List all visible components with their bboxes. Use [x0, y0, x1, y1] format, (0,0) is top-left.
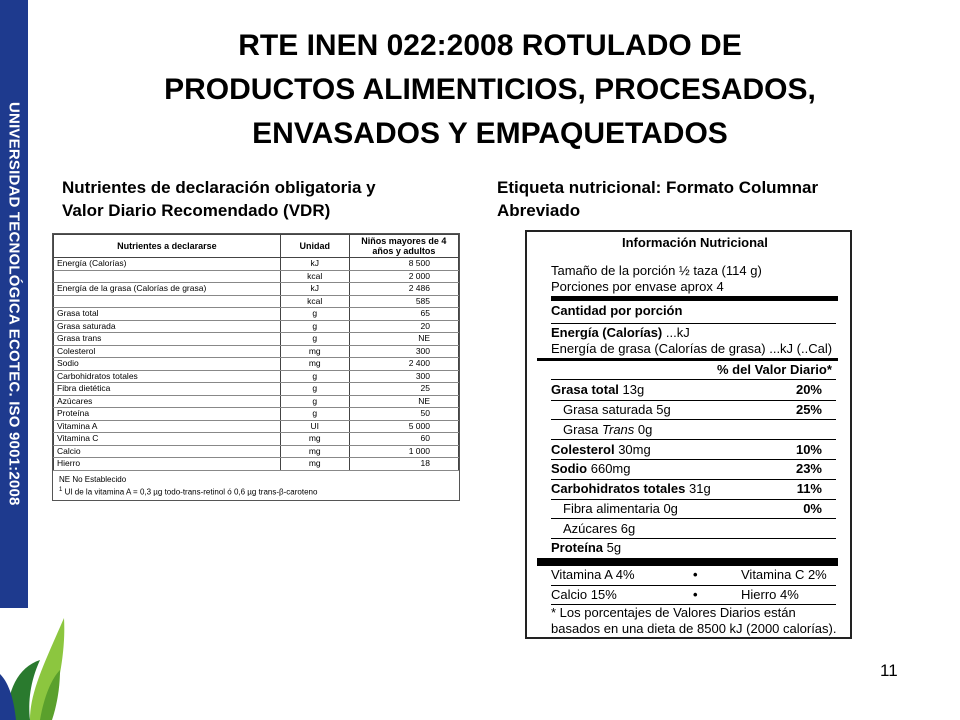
header-unit: Unidad: [280, 235, 349, 258]
cell-value: 18: [349, 458, 458, 471]
row-vitamins: [551, 566, 840, 584]
sodium-value: 660mg: [590, 461, 631, 476]
cell-value: 300: [349, 370, 458, 383]
cell-unit: UI: [280, 420, 349, 433]
title-line-3: ENVASADOS Y EMPAQUETADOS: [252, 117, 728, 150]
cell-nutrient: Grasa saturada: [54, 320, 281, 333]
calcium: Calcio 15%: [551, 587, 617, 602]
vitamin-a: Vitamina A 4%: [551, 567, 635, 582]
table-row: [54, 445, 459, 458]
rule-7: [551, 439, 836, 440]
total-fat-pct: 20%: [795, 382, 822, 397]
cell-unit: mg: [280, 345, 349, 358]
subtitle-right: [497, 176, 917, 222]
cell-unit: kJ: [280, 283, 349, 296]
note-ne: NE No Establecido: [59, 474, 127, 484]
thick-rule-13: [537, 558, 838, 566]
cell-nutrient: Vitamina C: [54, 433, 281, 446]
cell-value: 2 400: [349, 358, 458, 371]
fiber-value: 0g: [663, 501, 678, 516]
cell-nutrient: Proteína: [54, 408, 281, 421]
subtitle-left-line-2: Valor Diario Recomendado (VDR): [62, 201, 331, 220]
title-line-1: RTE INEN 022:2008 ROTULADO DE: [238, 29, 742, 62]
subtitle-left: [62, 176, 482, 222]
cell-unit: g: [280, 395, 349, 408]
cell-value: 25: [349, 383, 458, 396]
cell-unit: g: [280, 408, 349, 421]
cell-nutrient: Calcio: [54, 445, 281, 458]
table-row: [54, 308, 459, 321]
cell-nutrient: Grasa total: [54, 308, 281, 321]
rule-11: [551, 518, 836, 519]
label-serving-size: Tamaño de la porción ½ taza (114 g): [551, 263, 762, 278]
cell-value: 8 500: [349, 258, 458, 271]
cell-value: 20: [349, 320, 458, 333]
label-footnote-2: basados en una dieta de 8500 kJ (2000 calorías).: [551, 621, 837, 636]
subtitle-right-line-2: Abreviado: [497, 201, 581, 220]
title-line-2: PRODUCTOS ALIMENTICIOS, PROCESADOS,: [164, 73, 816, 106]
cell-unit: g: [280, 320, 349, 333]
cell-nutrient: Azúcares: [54, 395, 281, 408]
label-title: Información Nutricional: [622, 235, 768, 250]
sat-fat-label: Grasa saturada: [563, 402, 653, 417]
vdr-table-image: [52, 233, 460, 501]
vdr-table-notes: [53, 471, 459, 501]
carbs-pct: 11%: [796, 481, 822, 496]
cell-value: 585: [349, 295, 458, 308]
cell-value: 300: [349, 345, 458, 358]
table-row: [54, 283, 459, 296]
row-fiber: [551, 500, 840, 518]
row-protein: [551, 539, 840, 557]
energy-value: ...kJ: [662, 325, 690, 340]
cell-value: NE: [349, 333, 458, 346]
cell-unit: mg: [280, 358, 349, 371]
cell-unit: mg: [280, 458, 349, 471]
cholesterol-label: Colesterol: [551, 442, 615, 457]
sidebar-text: UNIVERSIDAD TECNOLÓGICA ECOTEC. ISO 9001:2008: [5, 102, 23, 506]
row-sodium: [551, 460, 840, 478]
table-row: [54, 258, 459, 271]
rule-4: [551, 379, 836, 380]
sidebar-label: [0, 0, 28, 608]
table-row: [54, 395, 459, 408]
sat-fat-value: 5g: [656, 402, 671, 417]
page-number: 11: [880, 661, 898, 680]
label-footnote-1: * Los porcentajes de Valores Diarios están: [551, 605, 796, 620]
row-sugars: Azúcares 6g: [563, 521, 636, 536]
cell-nutrient: [54, 270, 281, 283]
table-row: [54, 270, 459, 283]
cell-nutrient: Grasa trans: [54, 333, 281, 346]
note-vitamin-a: [59, 485, 453, 498]
cell-value: 2 486: [349, 283, 458, 296]
table-row: [54, 408, 459, 421]
label-amount-per-serving: Cantidad por porción: [551, 303, 683, 318]
vdr-table-body: [54, 258, 459, 471]
subtitle-right-line-1: Etiqueta nutricional: Formato Columnar: [497, 178, 819, 197]
trans-fat-c: 0g: [634, 422, 653, 437]
table-row: [54, 420, 459, 433]
row-minerals: [551, 586, 840, 604]
table-row: [54, 433, 459, 446]
sodium-pct: 23%: [795, 461, 822, 476]
rule-6: [551, 419, 836, 420]
bullet-1: •: [693, 567, 698, 582]
cell-value: 1 000: [349, 445, 458, 458]
cholesterol-pct: 10%: [795, 442, 822, 457]
trans-fat-b: Trans: [602, 422, 635, 437]
cell-unit: kcal: [280, 295, 349, 308]
table-row: [54, 333, 459, 346]
fiber-label: Fibra alimentaria: [563, 501, 660, 516]
carbs-label: Carbohidratos totales: [551, 481, 686, 496]
cell-value: 65: [349, 308, 458, 321]
table-row: [54, 370, 459, 383]
bullet-2: •: [693, 587, 698, 602]
protein-label: Proteína: [551, 540, 604, 555]
iron: Hierro 4%: [741, 587, 799, 602]
cell-unit: kcal: [280, 270, 349, 283]
note-vitamin-a-text: UI de la vitamina A = 0,3 µg todo-trans-retinol ó 0,6 µg trans-β-caroteno: [64, 487, 318, 497]
total-fat-label: Grasa total: [551, 382, 619, 397]
total-fat-value: 13g: [622, 382, 645, 397]
label-fat-energy: Energía de grasa (Calorías de grasa) ...kJ (..Cal): [551, 341, 833, 356]
cell-nutrient: Hierro: [54, 458, 281, 471]
cell-nutrient: Sodio: [54, 358, 281, 371]
cell-unit: mg: [280, 445, 349, 458]
cell-nutrient: Energía de la grasa (Calorías de grasa): [54, 283, 281, 296]
cell-nutrient: Carbohidratos totales: [54, 370, 281, 383]
energy-label: Energía (Calorías): [551, 325, 663, 340]
cell-value: NE: [349, 395, 458, 408]
table-row: [54, 458, 459, 471]
cell-unit: g: [280, 333, 349, 346]
cell-unit: kJ: [280, 258, 349, 271]
row-saturated-fat: [551, 401, 840, 419]
cell-unit: g: [280, 308, 349, 321]
row-cholesterol: [551, 441, 840, 459]
cell-nutrient: Vitamina A: [54, 420, 281, 433]
trans-fat-a: Grasa: [563, 422, 603, 437]
cell-value: 60: [349, 433, 458, 446]
ecotec-leaf-logo: [0, 612, 70, 720]
cell-unit: g: [280, 383, 349, 396]
label-servings: Porciones por envase aprox 4: [551, 279, 724, 294]
table-row: [54, 358, 459, 371]
header-value: Niños mayores de 4 años y adultos: [349, 235, 458, 258]
protein-value: 5g: [606, 540, 622, 555]
row-trans-fat: [551, 421, 840, 439]
subtitle-left-line-1: Nutrientes de declaración obligatoria y: [62, 178, 376, 197]
cell-unit: g: [280, 370, 349, 383]
cell-nutrient: Energía (Calorías): [54, 258, 281, 271]
note-superscript: 1: [59, 486, 63, 493]
cell-value: 5 000: [349, 420, 458, 433]
table-row: [54, 383, 459, 396]
cell-nutrient: Colesterol: [54, 345, 281, 358]
fiber-pct: 0%: [803, 501, 822, 516]
sat-fat-pct: 25%: [795, 402, 822, 417]
table-row: [54, 345, 459, 358]
sodium-label: Sodio: [551, 461, 588, 476]
vdr-table: [53, 234, 459, 471]
label-dv-header: % del Valor Diario*: [717, 362, 832, 377]
cell-value: 50: [349, 408, 458, 421]
slide-title: [40, 24, 940, 156]
carbs-value: 31g: [688, 481, 711, 496]
row-total-fat: [551, 381, 840, 399]
table-row: [54, 320, 459, 333]
nutrition-facts-label: [525, 230, 852, 639]
row-carbs: [551, 480, 840, 498]
vitamin-c: Vitamina C 2%: [741, 567, 827, 582]
cell-unit: mg: [280, 433, 349, 446]
cell-value: 2 000: [349, 270, 458, 283]
table-row: [54, 295, 459, 308]
thick-rule-1: [551, 296, 838, 301]
cell-nutrient: Fibra dietética: [54, 383, 281, 396]
header-nutrient: Nutrientes a declararse: [54, 235, 281, 258]
cholesterol-value: 30mg: [618, 442, 651, 457]
cell-nutrient: [54, 295, 281, 308]
